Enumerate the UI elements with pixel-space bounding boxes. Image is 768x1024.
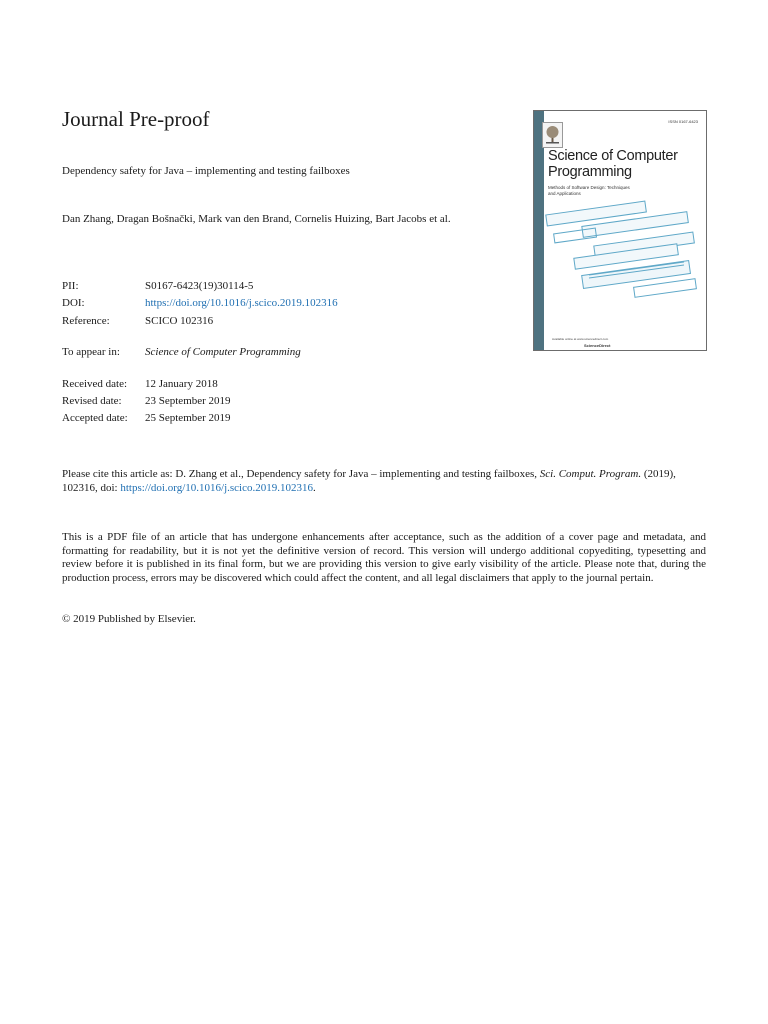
citation-paragraph — [62, 467, 706, 495]
received-value: 12 January 2018 — [145, 378, 218, 390]
journal-cover-image — [533, 110, 707, 351]
cover-artwork — [534, 111, 706, 350]
citation-doi-link[interactable]: https://doi.org/10.1016/j.scico.2019.102316 — [120, 482, 313, 494]
cover-journal-name: Science of Computer Programming — [548, 148, 678, 180]
doi-label: DOI: — [62, 297, 85, 309]
appear-in-label: To appear in: — [62, 346, 120, 358]
cover-subtitle: Methods of Software Design: Techniques and Applications — [548, 185, 630, 196]
doi-link[interactable]: https://doi.org/10.1016/j.scico.2019.102316 — [145, 297, 338, 309]
revised-value: 23 September 2019 — [145, 395, 231, 407]
received-label: Received date: — [62, 378, 128, 390]
page-title: Journal Pre-proof — [62, 107, 210, 131]
citation-journal: Sci. Comput. Program. — [539, 468, 642, 480]
accepted-label: Accepted date: — [62, 412, 128, 424]
cover-footer-text: Available online at www.sciencedirect.com — [552, 337, 609, 341]
pii-label: PII: — [62, 280, 79, 292]
reference-label: Reference: — [62, 315, 110, 327]
accepted-value: 25 September 2019 — [145, 412, 231, 424]
article-title: Dependency safety for Java – implementing and testing failboxes — [62, 165, 350, 177]
copyright-notice: © 2019 Published by Elsevier. — [62, 613, 196, 625]
reference-value: SCICO 102316 — [145, 315, 214, 327]
preproof-notice: This is a PDF file of an article that has undergone enhancements after acceptance, such as the addition of a cover page and metadata, and formatting for readability, but it is not yet the definitive version of record. This version will undergo additional copyediting, typesetting and review before it is published in its final form, but we are providing this version to give early visibility of the article. Please note that, during the production process, errors may be discovered which could affect the content, and all legal disclaimers that apply to the journal pertain. — [62, 531, 706, 584]
citation-middle: (2019), 102316, doi: — [62, 468, 676, 494]
cover-issn: ISSN 0167-6423 — [668, 119, 698, 124]
author-list: Dan Zhang, Dragan Bošnački, Mark van den Brand, Cornelis Huizing, Bart Jacobs et al. — [62, 213, 451, 225]
sciencedirect-logo: ScienceDirect — [584, 343, 611, 348]
citation-suffix: . — [312, 482, 316, 494]
revised-label: Revised date: — [62, 395, 122, 407]
appear-in-value: Science of Computer Programming — [145, 346, 301, 358]
pii-value: S0167-6423(19)30114-5 — [145, 280, 254, 292]
citation-prefix: Please cite this article as: D. Zhang et al., Dependency safety for Java – implementing and testing failboxes, — [62, 468, 540, 480]
